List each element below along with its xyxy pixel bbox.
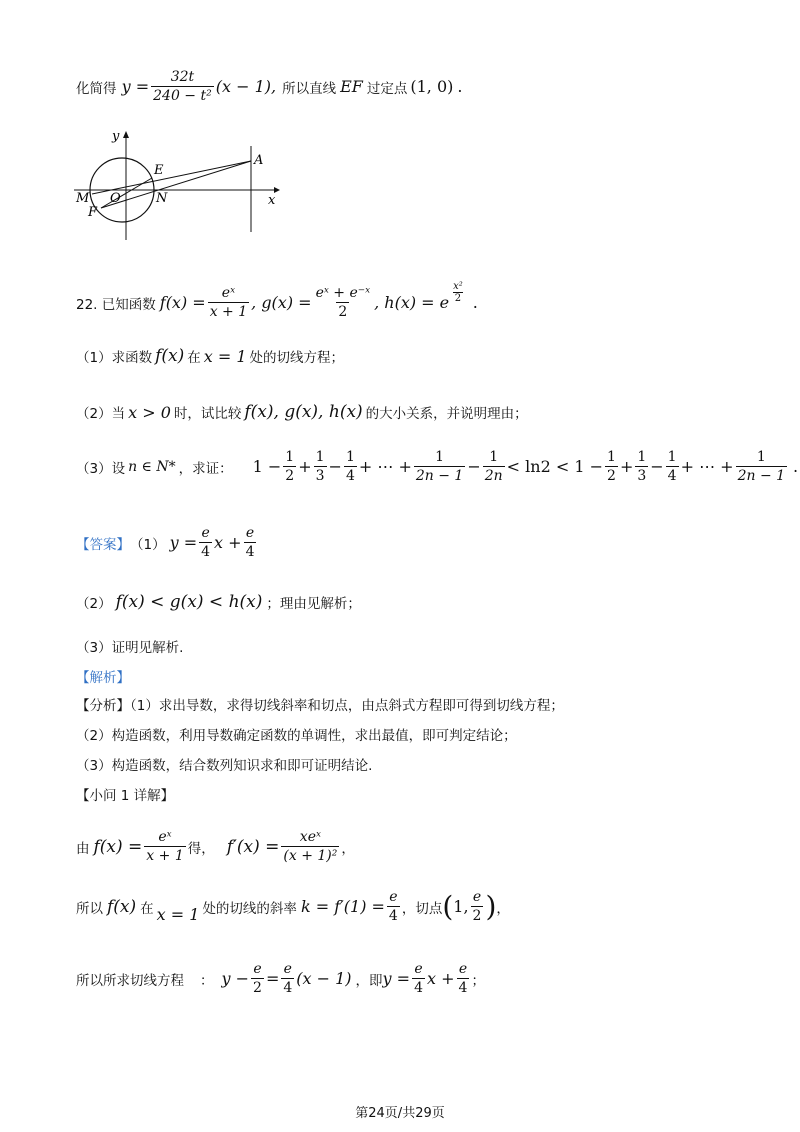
numerator: 1 — [315, 449, 325, 465]
numerator: 1 — [667, 449, 677, 465]
part-1 — [76, 346, 344, 366]
fraction — [605, 448, 618, 485]
text: （2） — [76, 596, 112, 612]
text: ，求证： — [178, 460, 233, 477]
answer-3 — [76, 636, 183, 656]
text: 在 — [140, 900, 154, 917]
fraction — [414, 448, 465, 485]
text: 【小问 1 详解】 — [76, 788, 175, 804]
denominator: x + 1 — [209, 304, 248, 320]
numerator: e — [245, 525, 255, 541]
fraction — [635, 448, 648, 485]
fraction — [281, 828, 339, 865]
text: 所以 — [76, 900, 103, 917]
analysis-3 — [76, 754, 372, 774]
y-equals: y = — [169, 533, 198, 552]
f-of-x: f(x) = — [93, 836, 143, 857]
fraction — [412, 960, 425, 997]
equals: = — [265, 969, 280, 988]
x-equals-1: x = 1 — [203, 346, 247, 366]
denominator: 4 — [458, 980, 468, 996]
text: 处的切线方程； — [249, 350, 345, 366]
fraction — [199, 524, 212, 561]
text: （3）构造函数，结合数列知识求和即可证明结论. — [76, 758, 373, 774]
text: 过定点 — [366, 80, 408, 97]
denominator: x + 1 — [146, 848, 184, 864]
question-number: 22. 已知函数 — [76, 296, 156, 313]
text: ： — [200, 972, 214, 989]
numerator: e — [458, 961, 468, 977]
denominator: 4 — [245, 544, 255, 560]
denominator: 240 − t² — [153, 88, 212, 104]
answer-1 — [76, 524, 258, 561]
x-minus-1: (x − 1) — [296, 969, 352, 988]
text: 所以直线 — [282, 80, 337, 97]
ellipsis: + ⋯ + — [680, 457, 734, 476]
y-minus: y − — [221, 969, 250, 988]
fraction — [208, 284, 249, 321]
denominator: 4 — [283, 980, 293, 996]
point-x: 1, — [453, 897, 469, 916]
paren-right: ) — [485, 890, 497, 923]
x-plus: x + — [214, 533, 242, 552]
numerator: e — [472, 889, 482, 905]
numerator: 1 — [637, 449, 647, 465]
text: 得， — [187, 840, 215, 857]
numerator: 1 — [435, 449, 445, 465]
x-gt-0: x > 0 — [128, 402, 171, 422]
denominator: 4 — [201, 544, 211, 560]
x-plus: x + — [427, 969, 455, 988]
fraction — [251, 960, 264, 997]
text: （2）当 — [76, 406, 126, 422]
page-footer: 第24页/共29页 — [355, 1106, 445, 1121]
fraction — [483, 448, 505, 485]
geometry-figure — [70, 128, 290, 248]
label-n: N — [156, 191, 168, 206]
text: （3）证明见解析. — [76, 640, 184, 656]
fraction — [151, 68, 214, 105]
denominator: 2 — [338, 304, 348, 320]
text: （2）构造函数，利用导数确定函数的单调性，求出最值，即可判定结论； — [76, 728, 517, 744]
fraction — [244, 524, 257, 561]
fraction — [314, 448, 327, 485]
line-ef: EF — [340, 77, 363, 96]
text: ； — [471, 972, 485, 989]
f-of-x: f(x) — [107, 896, 137, 917]
text: ，切点 — [401, 900, 443, 917]
period: . — [472, 293, 478, 312]
denominator: 2 — [253, 980, 262, 996]
minus: − — [467, 457, 481, 476]
analysis-label: 【解析】 — [76, 670, 130, 686]
simplified-equation-line — [76, 68, 462, 105]
text: 所以所求切线方程 — [76, 972, 184, 989]
x-equals-1: x = 1 — [156, 905, 200, 924]
period: . — [457, 77, 463, 96]
text: 化简得 — [76, 80, 117, 97]
denominator: 4 — [388, 908, 398, 924]
fraction — [283, 448, 296, 485]
denominator: 2n − 1 — [415, 468, 464, 484]
denominator: 2n − 1 — [737, 468, 786, 484]
solution-step-1 — [76, 828, 355, 865]
text: （1）求函数 — [76, 350, 153, 366]
text: ， — [341, 840, 355, 857]
question-22 — [76, 281, 478, 321]
exponent-fraction — [451, 281, 465, 304]
factor: (x − 1), — [215, 77, 277, 96]
numerator: xeˣ — [299, 829, 321, 845]
fraction — [314, 284, 373, 321]
text: 时，试比较 — [173, 406, 242, 422]
g-of-x: , g(x) = — [251, 293, 312, 312]
numerator: 1 — [285, 449, 295, 465]
label-m: M — [76, 191, 90, 206]
denominator: 4 — [345, 468, 355, 484]
denominator: 2 — [285, 468, 295, 484]
text: ， — [496, 900, 510, 917]
text: 在 — [187, 350, 201, 366]
denominator: 3 — [315, 468, 325, 484]
text: 【分析】（1）求出导数，求得切线斜率和切点，由点斜式方程即可得到切线方程； — [76, 698, 564, 714]
text: （3）设 — [76, 460, 126, 477]
numerator: e — [283, 961, 292, 977]
denominator: 2n — [484, 468, 503, 484]
minus: − — [328, 457, 342, 476]
text: ，即 — [355, 972, 383, 989]
numerator: eˣ — [158, 829, 172, 845]
answer-tag: 【答案】 — [76, 536, 130, 553]
minus: − — [650, 457, 664, 476]
numerator: x² — [453, 281, 463, 292]
denominator: 3 — [637, 468, 647, 484]
f-of-x: f(x) — [155, 346, 185, 366]
f-prime: f′(x) = — [226, 836, 280, 857]
fraction — [666, 448, 679, 485]
fraction — [457, 960, 470, 997]
fraction — [471, 888, 484, 925]
denominator: (x + 1)² — [283, 848, 338, 864]
fixed-point: (1, 0) — [410, 77, 454, 96]
y-equals: y = — [382, 969, 411, 988]
denominator: 4 — [414, 980, 423, 996]
analysis-1 — [76, 694, 564, 714]
answer-2 — [76, 592, 361, 612]
slope-k: k = f′(1) = — [300, 897, 385, 916]
numerator: 1 — [756, 449, 766, 465]
label-o: O — [110, 191, 121, 206]
plus: + — [619, 457, 634, 476]
solution-step-3 — [76, 960, 485, 997]
subquestion-1-heading — [76, 784, 174, 804]
part-3 — [76, 448, 798, 485]
denominator: 2 — [472, 908, 482, 924]
numerator: 1 — [345, 449, 355, 465]
text: ；理由见解析； — [266, 596, 361, 612]
period: . — [793, 457, 799, 476]
plus: + — [298, 457, 312, 476]
text: （1） — [130, 536, 166, 553]
relation: f(x) < g(x) < h(x) — [115, 592, 263, 612]
numerator: eˣ + e⁻ˣ — [315, 285, 371, 301]
denominator: 2 — [454, 293, 462, 304]
fraction — [387, 888, 400, 925]
numerator: e — [414, 961, 423, 977]
analysis-2 — [76, 724, 517, 744]
denominator: 4 — [667, 468, 677, 484]
numerator: 1 — [489, 449, 499, 465]
h-of-x: , h(x) = e — [374, 293, 450, 312]
label-y: y — [112, 129, 120, 144]
fraction — [144, 828, 185, 865]
fraction — [281, 960, 294, 997]
numerator: 32t — [170, 69, 195, 85]
part-2 — [76, 402, 528, 422]
analysis-tag — [76, 666, 130, 686]
denominator: 2 — [607, 468, 616, 484]
label-a: A — [254, 153, 264, 168]
numerator: eˣ — [221, 285, 236, 301]
var-y: y = — [116, 77, 150, 96]
numerator: e — [201, 525, 210, 541]
equals: = — [187, 293, 206, 312]
ln2-compare: < ln2 < 1 − — [506, 457, 604, 476]
fraction — [344, 448, 357, 485]
one-minus: 1 − — [252, 457, 282, 476]
text: 的大小关系，并说明理由； — [365, 406, 528, 422]
n-in-N: n ∈ N* — [128, 458, 176, 475]
f-of-x: f(x) — [159, 293, 188, 312]
text: 处的切线的斜率 — [202, 900, 297, 917]
label-x: x — [268, 193, 276, 208]
fraction — [736, 448, 787, 485]
text: 由 — [76, 840, 90, 857]
functions: f(x), g(x), h(x) — [244, 402, 363, 422]
numerator: 1 — [607, 449, 616, 465]
ellipsis: + ⋯ + — [358, 457, 412, 476]
solution-step-2 — [76, 888, 510, 925]
label-f: F — [88, 205, 98, 220]
paren-left: ( — [442, 890, 454, 923]
numerator: e — [253, 961, 262, 977]
label-e: E — [154, 163, 164, 178]
numerator: e — [389, 889, 398, 905]
